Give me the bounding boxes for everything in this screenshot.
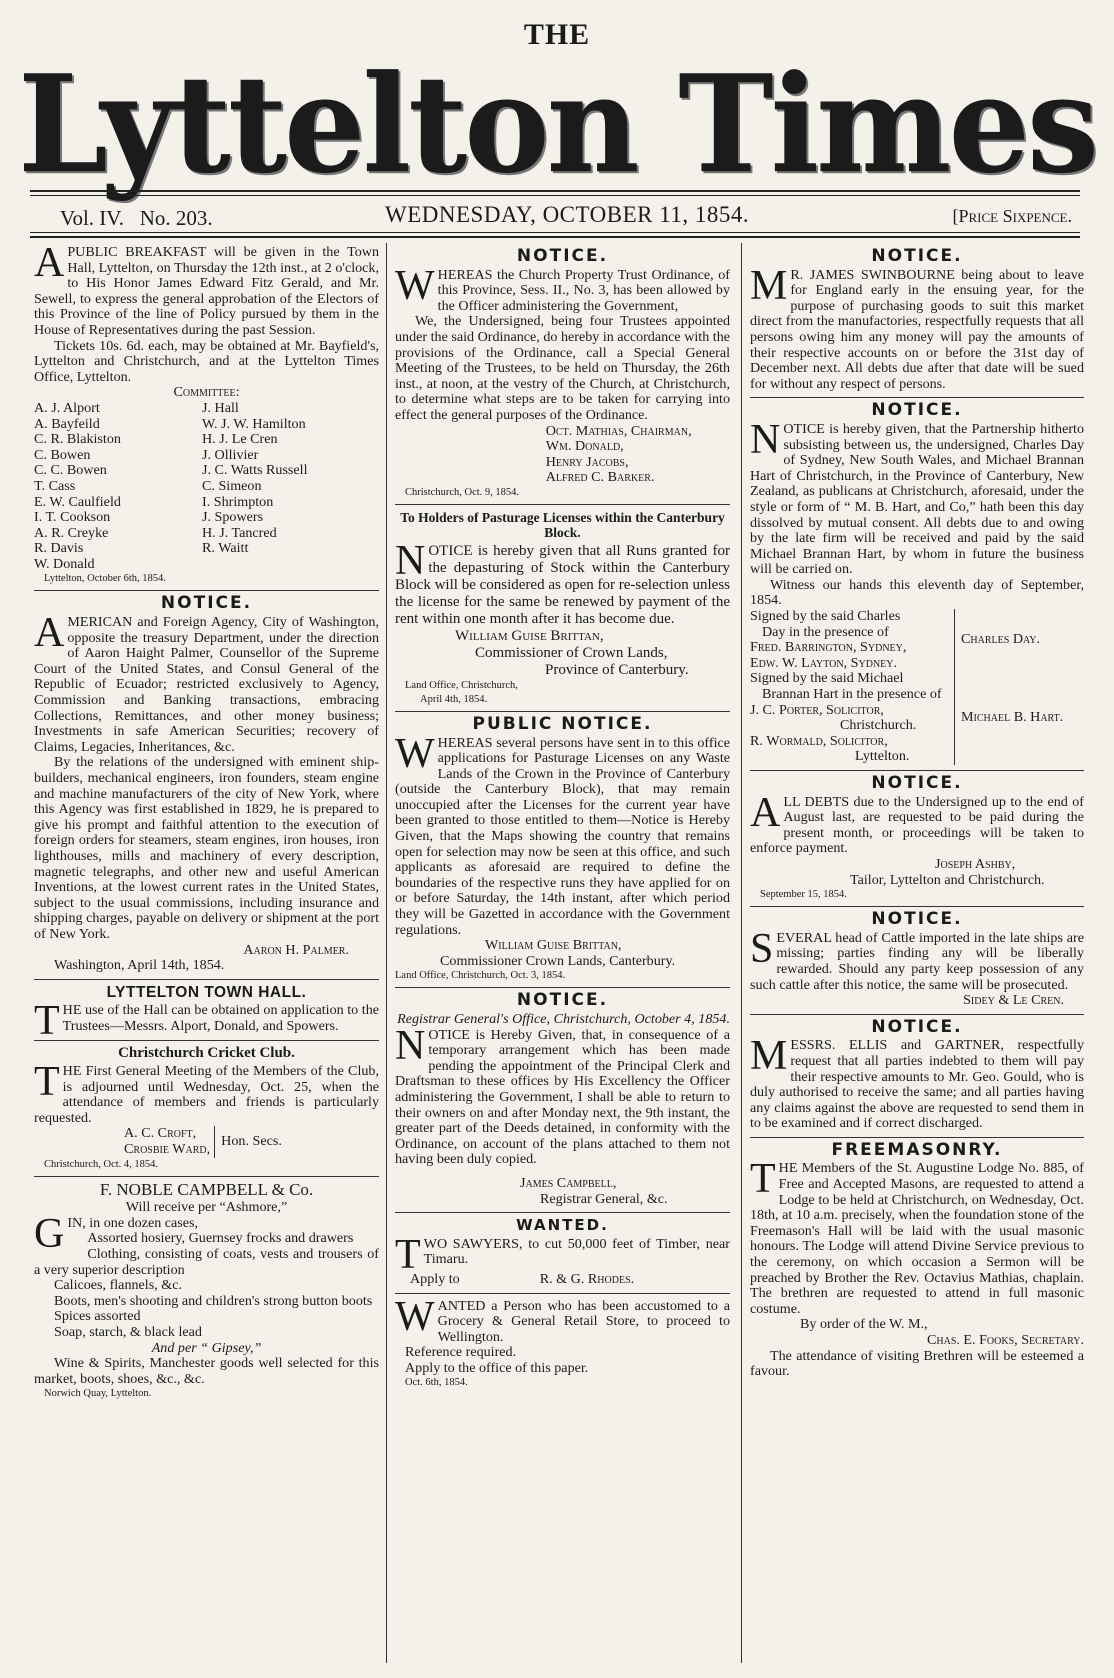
public-dateline: Land Office, Christchurch, Oct. 3, 1854. [395, 970, 566, 982]
drop-cap: M [750, 1033, 788, 1080]
ellis-notice [750, 1016, 1084, 1132]
separator [395, 987, 730, 988]
committee-member: R. Waitt [202, 540, 249, 557]
signature-line: R. Wormald, Solicitor, [750, 732, 888, 749]
drop-cap: G [34, 1210, 65, 1257]
apply-label: Apply to [410, 1270, 460, 1287]
church-trust-notice [395, 246, 730, 499]
separator [750, 397, 1084, 398]
committee-member: J. Ollivier [202, 446, 259, 463]
registrar-body: OTICE is Hereby Given, that, in consequence of a temporary arrangement which has been made pending the appointment of the Principal Clerk and Draftsman to these offices by His Excellency the Officer administering the Government, I shall be able to return to their owners on and after Monday next, the 9th instant, the greater part of the Deeds detained, in conformity with the Ordinance, on account of the plans attached to them not having been duly copied. [395, 1026, 730, 1168]
notice-heading: NOTICE. [516, 246, 609, 266]
church-signers [546, 424, 730, 486]
registrar-notice [395, 990, 730, 1207]
notice-heading: NOTICE. [871, 400, 963, 421]
separator [34, 1176, 379, 1177]
dateline-bar [30, 202, 1080, 232]
cricket-role: Hon. Secs. [221, 1133, 282, 1150]
american-body: MERICAN and Foreign Agency, City of Washington, opposite the treasury Department, under the direction of Aaron Haight Palmer, Counsellor of the Supreme Court of the United States, and Consul General of the Republic of Ecuador; restricted exclusively to Agency, Commission and Banking transactions, embracing Collections, Remittances, and other money business; Investments in safe American Securities; recovery of Claims, Legacies, Inheritances, &c. [34, 614, 379, 755]
church-body-2: We, the Undersigned, being four Trustees appointed under the said Ordinance, do hereby in accordance with the provisions of the Ordinance, call a Special General Meeting of the Trustees, to be held on Thursday, the 26th inst., at noon, at the vestry of the Church, at Christchurch, to determine what steps are to be taken for carrying into effect the general purposes of the Ordinance. [395, 313, 730, 423]
goods-item: Assorted hosiery, Guernsey frocks and drawers [87, 1230, 354, 1247]
american-agency-notice [34, 593, 379, 974]
church-dateline: Christchurch, Oct. 9, 1854. [405, 486, 520, 498]
separator [750, 1014, 1084, 1015]
partnership-notice [750, 400, 1084, 765]
committee-member: I. T. Cookson [34, 509, 111, 526]
ashby-dateline: September 15, 1854. [760, 889, 847, 901]
drop-cap: T [34, 998, 60, 1045]
committee-member: A. Bayfeild [34, 415, 100, 432]
notice-heading: NOTICE. [160, 593, 253, 614]
goods-item: Clothing, consisting of coats, vests and trousers of a very superior description [34, 1246, 379, 1278]
drop-cap: N [395, 1022, 426, 1069]
separator [34, 590, 379, 591]
swinbourne-notice [750, 246, 1084, 392]
freemasonry-footer: The attendance of visiting Brethren will be esteemed a favour. [750, 1347, 1084, 1380]
drop-cap: A [750, 789, 781, 836]
drop-cap: T [34, 1059, 60, 1106]
separator [34, 1040, 379, 1041]
column-2 [395, 245, 730, 1391]
wanted-body-2: ANTED a Person who has been accustomed to a Grocery & General Retail Store, to proceed to Wellington. [437, 1297, 730, 1345]
masthead-title: Lyttelton Times [18, 46, 1097, 204]
section-heading: Christchurch Cricket Club. [118, 1044, 295, 1061]
signature-line: Brannan Hart in the presence of [762, 686, 942, 703]
cattle-signer: Sidey & Le Cren. [963, 992, 1064, 1009]
notice-heading: WANTED. [516, 1216, 609, 1235]
american-signature: Aaron H. Palmer. [243, 941, 349, 958]
committee-list [34, 401, 379, 573]
american-body-2: By the relations of the undersigned with eminent ship-builders, mechanical engineers, iron founders, steam engine and machine manufacturers of the city of New York, where this Agency was first established in 1829, he is prepared to give his prompt and faithful attention to the execution of foreign orders for steamers, steam engines, iron houses, iron lighthouses, mills and machinery of every description, magnetic telegraphs, and other new and useful American Inventions, at the lowest current rates in the United States, subject to the usual commissions, including insurance and shipping charges, payable on delivery or shipment at the port of New York. [34, 754, 379, 942]
drop-cap: W [395, 262, 435, 309]
apply-to: R. & G. Rhodes. [539, 1270, 635, 1287]
cattle-body: EVERAL head of Cattle imported in the late ships are missing; parties finding any will be liberally rewarded. Should any party keep possession of any such cattle after this notice, the same will be prosecuted. [750, 929, 1084, 993]
drop-cap: W [395, 1293, 435, 1340]
separator [395, 504, 730, 505]
committee-member: J. Hall [202, 399, 239, 416]
notice-heading: NOTICE. [871, 773, 963, 793]
goods-item: Soap, starch, & black lead [54, 1324, 202, 1340]
issue-date: WEDNESDAY, OCTOBER 11, 1854. [385, 202, 750, 227]
committee-member: W. J. W. Hamilton [202, 415, 306, 432]
committee-member: I. Shrimpton [202, 493, 274, 510]
signature-line: Signed by the said Charles [750, 608, 901, 625]
committee-member: E. W. Caulfield [34, 493, 121, 510]
swinbourne-body: R. JAMES SWINBOURNE being about to leave for England early in the ensuing year, for the purpose of purchasing goods to suit this market direct from the manufactories, respectfully requests that all persons owing him any money will pay the amounts of their respective accounts on or before the 31st day of December next. All debts due after that date will be sued for without any respect of persons. [750, 266, 1084, 392]
signature-line: Lyttelton. [855, 748, 910, 765]
campbell-sub: Will receive per “Ashmore,” [125, 1199, 288, 1216]
committee-member: C. Simeon [202, 477, 262, 494]
freemasonry-body: HE Members of the St. Augustine Lodge No. 885, of Free and Accepted Masons, are requested to attend a Lodge to be held at Christchurch, on Wednesday, Oct. 18th, at 10 a.m. precisely, when the foundation stone of the Freemason's Hall will be laid with the usual masonic honours. The Lodge will attend Divine Service previous to the ceremony, on which occasion a Sermon will be preached by Brother the Rev. Octavius Mathias, chaplain. The brethren are requested to attend in full masonic costume. [750, 1160, 1084, 1317]
signer: Oct. Mathias, Chairman, [545, 422, 692, 439]
day-name: Charles Day. [961, 631, 1041, 648]
section-heading: LYTTELTON TOWN HALL. [106, 983, 307, 1001]
church-body: HEREAS the Church Property Trust Ordinance, of this Province, Sess. II., No. 3, has been allowed by the Officer administering the Government, [437, 266, 730, 314]
column-3 [750, 245, 1084, 1380]
cricket-signatures [124, 1126, 379, 1157]
goods-item: Calicoes, flannels, &c. [54, 1277, 182, 1294]
public-signer-title: Commissioner Crown Lands, Canterbury. [440, 952, 676, 969]
separator [750, 906, 1084, 907]
wanted-notice [395, 1218, 730, 1389]
wanted-dateline: Oct. 6th, 1854. [405, 1377, 468, 1389]
pasturage-notice [395, 510, 730, 706]
separator [34, 979, 379, 980]
american-dateline: Washington, April 14th, 1854. [54, 957, 225, 974]
signer: William Guise Brittan, [455, 627, 604, 644]
cattle-notice [750, 909, 1084, 1009]
freemasonry-notice [750, 1139, 1084, 1380]
committee-label: Committee: [173, 384, 240, 401]
cricket-club-notice [34, 1046, 379, 1171]
column-divider-2 [741, 243, 742, 1663]
campbell-dateline: Norwich Quay, Lyttelton. [44, 1388, 152, 1400]
committee-member: J. Spowers [202, 509, 264, 526]
committee-left [34, 401, 194, 573]
signer: A. C. Croft, [124, 1125, 197, 1142]
drop-cap: T [750, 1156, 776, 1203]
committee-member: H. J. Le Cren [202, 431, 278, 448]
day-witnesses [750, 609, 955, 671]
volume-number: Vol. IV. No. 203. [60, 206, 213, 230]
committee-member: R. Davis [34, 540, 84, 557]
signer: Alfred C. Barker. [545, 469, 655, 486]
town-hall-body: HE use of the Hall can be obtained on application to the Trustees—Messrs. Alport, Donald, and Spowers. [62, 1002, 379, 1034]
signer: Crosbie Ward, [124, 1141, 211, 1158]
signer-title: Commissioner of Crown Lands, [475, 644, 668, 661]
drop-cap: N [395, 537, 426, 584]
masthead-rule-bottom-thin [30, 232, 1080, 233]
pasturage-dateline-2: April 4th, 1854. [420, 693, 488, 705]
hart-witnesses [750, 671, 955, 765]
separator [395, 711, 730, 712]
drop-cap: M [750, 262, 788, 309]
hart-signature [750, 671, 1084, 765]
signer: Henry Jacobs, [545, 453, 629, 470]
ashby-signer-title: Tailor, Lyttelton and Christchurch. [850, 871, 1045, 888]
wanted-apply-2: Apply to the office of this paper. [405, 1359, 589, 1376]
freemasonry-order: By order of the W. M., [800, 1316, 928, 1333]
pasturage-signature [455, 628, 730, 679]
section-heading: To Holders of Pasturage Licenses within the Canterbury Block. [400, 509, 725, 540]
committee-member: W. Donald [34, 555, 95, 572]
signature-line: Signed by the said Michael [750, 670, 904, 687]
column-divider-1 [386, 243, 387, 1663]
drop-cap: A [34, 240, 65, 286]
breakfast-dateline: Lyttelton, October 6th, 1854. [44, 573, 166, 585]
separator [750, 1137, 1084, 1138]
masthead-the: THE [523, 18, 591, 51]
goods-item: Boots, men's shooting and children's strong button boots [54, 1292, 373, 1309]
registrar-sub: Registrar General's Office, Christchurch, October 4, 1854. [397, 1011, 730, 1027]
wanted-apply [395, 1272, 730, 1288]
ashby-notice [750, 773, 1084, 901]
campbell-advert [34, 1179, 379, 1401]
section-heading: F. NOBLE CAMPBELL & Co. [99, 1179, 314, 1199]
breakfast-tickets: Tickets 10s. 6d. each, may be obtained at Mr. Bayfield's, Lyttelton and Christchurch, and at the Lyttelton Times Office, Lyttelton. [34, 337, 379, 385]
committee-member: T. Cass [34, 477, 76, 494]
drop-cap: S [750, 925, 774, 972]
signature-line: Fred. Barrington, Sydney, [750, 639, 907, 656]
campbell-per-gipsey: And per “ Gipsey,” [151, 1339, 262, 1356]
cricket-body: HE First General Meeting of the Members of the Club, is adjourned until Wednesday, Oct. 25, when the attendance of members and friends is particularly requested. [34, 1063, 379, 1126]
town-hall-notice [34, 983, 379, 1045]
signer: Wm. Donald, [545, 438, 624, 455]
cricket-dateline: Christchurch, Oct. 4, 1854. [44, 1158, 159, 1170]
signature-line: J. C. Porter, Solicitor, [750, 701, 884, 718]
separator [395, 1212, 730, 1213]
campbell-gin: IN, in one dozen cases, [67, 1214, 199, 1231]
goods-item: Spices assorted [54, 1308, 141, 1325]
committee-member: J. C. Watts Russell [202, 462, 308, 479]
notice-heading: NOTICE. [871, 246, 963, 266]
notice-heading: PUBLIC NOTICE. [472, 713, 653, 734]
day-signature [750, 609, 1084, 671]
drop-cap: A [34, 610, 65, 657]
separator [395, 1293, 730, 1294]
committee-member: C. R. Blakiston [34, 431, 121, 448]
committee-member: A. R. Creyke [34, 524, 109, 541]
public-body: HEREAS several persons have sent in to this office applications for Pasturage Licenses on any Waste Lands of the Crown in the Province of Canterbury (outside the Canterbury Block), that may remain unoccupied after the Licenses for the current year have been granted to those entitled to them—Notice is Hereby Given, that the Maps showing the country that remains open for selection may now be seen at this office, and such applicants as aforesaid are required to define the boundaries of the respective runs they have applied for on or before Saturday, the 14th instant, after which period they will be Gazetted in accordance with the Government regulations. [395, 734, 730, 938]
signature-line: Edw. W. Layton, Sydney. [750, 654, 898, 671]
notice-heading: FREEMASONRY. [831, 1139, 1003, 1160]
wanted-body: WO SAWYERS, to cut 50,000 feet of Timber, near Timaru. [423, 1235, 730, 1268]
notice-heading: NOTICE. [871, 909, 963, 930]
partnership-body: OTICE is hereby given, that the Partnership hitherto subsisting between us, the undersigned, Charles Day of Sydney, New South Wales, and Michael Brannan Hart of Christchurch, in the Province of Canterbury, New Zealand, as publicans at Christchurch, aforesaid, under the style or form of “ M. B. Hart, and Co,” hath been this day dissolved by mutual consent. All debts due to and owing by the late firm will be received and paid by the said Michael Brannan Hart, by whom in future the business will be carried on. [750, 420, 1084, 578]
issue-price: [Price Sixpence. [952, 206, 1072, 226]
hart-name: Michael B. Hart. [961, 709, 1064, 726]
public-signer: William Guise Brittan, [485, 937, 622, 954]
pasturage-dateline-1: Land Office, Christchurch, [405, 679, 518, 691]
breakfast-notice [34, 240, 379, 585]
registrar-signer-title: Registrar General, &c. [540, 1190, 668, 1207]
masthead-rule-bottom [30, 236, 1080, 238]
column-1 [34, 240, 379, 1402]
masthead-rule-top [30, 190, 1080, 192]
notice-heading: NOTICE. [516, 990, 609, 1011]
ellis-body: ESSRS. ELLIS and GARTNER, respectfully request that all parties indebted to them will pay their respective amounts to Mr. Geo. Gould, who is duly authorised to receive the same; and all parties having any claims against the above are requested to send them in to be examined and if correct discharged. [750, 1037, 1084, 1132]
drop-cap: T [395, 1231, 421, 1278]
ashby-signer: Joseph Ashby, [935, 855, 1016, 872]
goods-list [34, 1231, 379, 1340]
committee-member: H. J. Tancred [202, 524, 277, 541]
signer-province: Province of Canterbury. [545, 661, 689, 678]
breakfast-body: PUBLIC BREAKFAST will be given in the Town Hall, Lyttelton, on Thursday the 12th inst., at 2 o'clock, to His Honor James Edward Fitz Gerald, and Mr. Sewell, to express the general approbation of the Electors of this Province of the line of Policy pursued by them in the House of Representatives during the past Session. [34, 244, 379, 338]
committee-member: C. Bowen [34, 446, 91, 463]
committee-member: A. J. Alport [34, 399, 100, 416]
committee-right [202, 401, 382, 573]
cricket-signers [124, 1126, 215, 1157]
wanted-ref: Reference required. [405, 1344, 517, 1361]
drop-cap: W [395, 730, 435, 777]
masthead-rule-top-thin [30, 195, 1080, 196]
drop-cap: N [750, 416, 781, 463]
signature-line: Day in the presence of [762, 623, 889, 640]
campbell-wine: Wine & Spirits, Manchester goods well selected for this market, boots, shoes, &c., &c. [34, 1355, 379, 1387]
pasturage-body: OTICE is hereby given that all Runs granted for the depasturing of Stock within the Canterbury Block will be considered as open for re-selection unless the license for the same be renewed by payment of the rent within one month after it has become due. [395, 542, 730, 627]
public-notice [395, 713, 730, 983]
signature-line: Christchurch. [840, 717, 917, 734]
partnership-witness: Witness our hands this eleventh day of September, 1854. [750, 576, 1084, 609]
freemasonry-signer: Chas. E. Fooks, Secretary. [926, 1332, 1084, 1348]
separator [750, 770, 1084, 771]
committee-member: C. C. Bowen [34, 462, 107, 479]
notice-heading: NOTICE. [871, 1016, 963, 1037]
ashby-body: LL DEBTS due to the Undersigned up to the end of August last, are requested to be paid during the present month, or proceedings will be taken to enforce payment. [750, 793, 1084, 857]
registrar-signer: James Campbell, [520, 1174, 617, 1191]
